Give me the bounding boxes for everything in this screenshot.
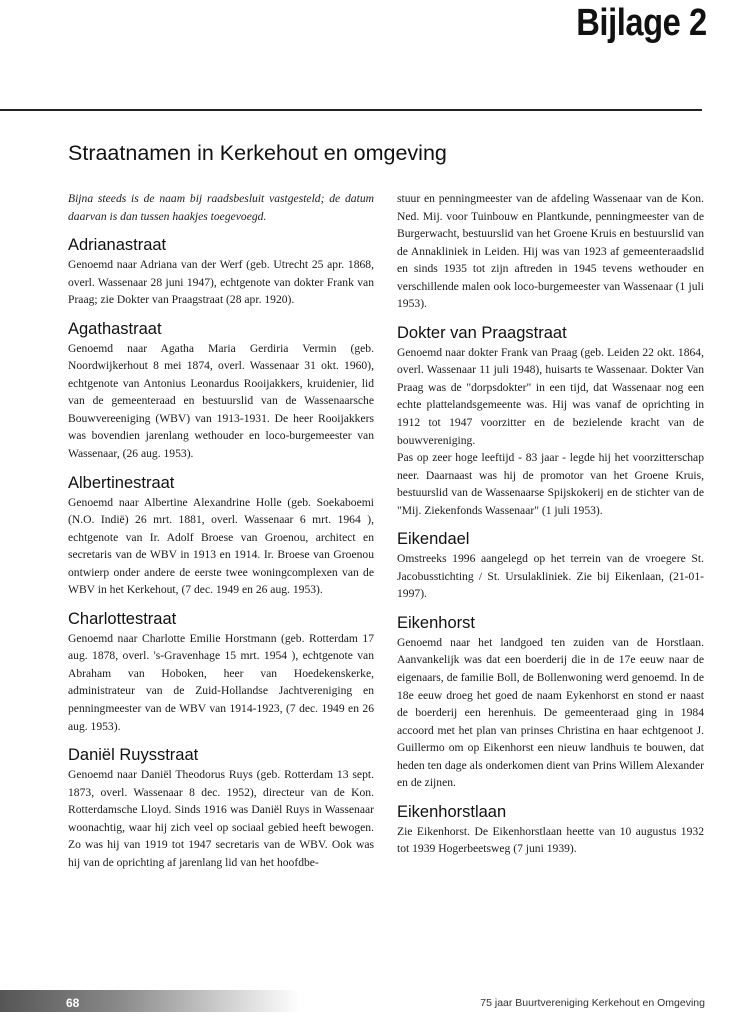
entry-title: Charlottestraat <box>68 609 177 628</box>
entry-paragraph: Genoemd naar Agatha Maria Gerdiria Vermin (geb. Noordwijkerhout 8 mei 1874, overl. Wassenaar 31 okt. 1960), echtgenote van Antonius Leonardus Rooijakkers, kruidenier, lid van de gemeenteraad en bestuurslid van de Wassenaarsche Bouwvereeniging (WBV) van 1913-1931. De heer Rooijakkers was bovendien jarenlang wethouder en loco-burgemeester van Wassenaar, (26 aug. 1953). <box>68 341 374 461</box>
footer-bar <box>0 990 300 1012</box>
entry-paragraph: Genoemd naar dokter Frank van Praag (geb. Leiden 22 okt. 1864, overl. Wassenaar 11 juli 1948), huisarts te Wassenaar. Dokter Van Praag was de "dorpsdokter" in een tijd, dat Wassenaar nog een echte plattelandsgemeente was. Hij was vanaf de oprichting in 1912 tot 1947 voorzitter en de bezielende kracht van de bouwvereniging. <box>397 345 704 447</box>
entry-eikendael <box>397 529 704 603</box>
intro-text: Bijna steeds is de naam bij raadsbesluit vastgesteld; de datum daarvan is dan tussen haakjes toegevoegd. <box>68 192 374 223</box>
entry-title: Albertinestraat <box>68 473 175 492</box>
entry-paragraph: Genoemd naar het landgoed ten zuiden van de Horstlaan. Aanvankelijk was dat een boerderij die in de 17e eeuw naar de eigenaars, de familie Boll, de Bollenwoning werd genoemd. In de 18e eeuw droeg het goed de naam Eykenhorst en stond er naast de boerderij een herenhuis. De gemeenteraad ging in 1984 accoord met het plan van prinses Christina en haar echtgenoot J. Guillermo om op Eikenhorst een nieuw landhuis te bouwen, dat heden ten dage als onderkomen dient van Prins Willem Alexander en de zijnen. <box>397 635 704 790</box>
entry-daniel-ruysstraat <box>68 745 374 871</box>
header-rule <box>0 109 702 111</box>
entry-paragraph: Genoemd naar Adriana van der Werf (geb. Utrecht 25 apr. 1868, overl. Wassenaar 28 juni 1947), echtgenote van dokter Frank van Praag; zie Dokter van Praagstraat (28 apr. 1920). <box>68 258 374 307</box>
entry-body <box>68 766 374 871</box>
right-column <box>397 190 704 858</box>
entry-body <box>397 823 704 858</box>
entry-body <box>68 340 374 463</box>
entry-paragraph: Genoemd naar Albertine Alexandrine Holle (geb. Soekaboemi (N.O. Indië) 26 mrt. 1881, overl. Wassenaar 6 mrt. 1964 ), echtgenote van Ir. Adolf Broese van Groenou, architect en secretaris van de WBV in 1913 en 1914. Ir. Broese van Groenou ontwierp onder andere de eerste twee woningcomplexen van de WBV in het Kerkehout, (7 dec. 1949 en 26 aug. 1953). <box>68 495 374 597</box>
entry-title: Daniël Ruysstraat <box>68 746 199 765</box>
entry-body <box>397 344 704 519</box>
entry-paragraph: Genoemd naar Charlotte Emilie Horstmann (geb. Rotterdam 17 aug. 1878, overl. 's-Gravenhage 15 mrt. 1954 ), echtgenote van Abraham van Hoboken, heer van Hoedekenskerke, administrateur van de Zuid-Hollandse Jachtvereniging en penningmeester van de WBV van 1914-1923, (7 dec. 1949 en 26 aug. 1953). <box>68 631 374 733</box>
entry-title: Eikenhorst <box>397 613 475 632</box>
entry-title: Agathastraat <box>68 319 162 338</box>
entry-title: Eikendael <box>397 530 470 549</box>
entry-body <box>68 494 374 599</box>
entry-body <box>68 630 374 735</box>
entry-agathastraat <box>68 319 374 463</box>
entry-paragraph: Pas op zeer hoge leeftijd - 83 jaar - legde hij het voorzitterschap neer. Daarnaast was hij de promotor van het Groene Kruis, bestuurslid van de Wassenaarse Spijskokerij en de stichter van de "Mij. Ziekenfonds Wassenaar" (1 juli 1953). <box>397 451 704 517</box>
entry-dokter-van-praagstraat <box>397 323 704 519</box>
entry-body <box>68 256 374 309</box>
entry-charlottestraat <box>68 609 374 735</box>
entry-title: Adrianastraat <box>68 236 167 255</box>
continuation-text <box>397 190 704 313</box>
left-column <box>68 190 374 871</box>
entry-eikenhorst <box>397 613 704 792</box>
appendix-label: Bijlage 2 <box>576 2 707 44</box>
entry-paragraph: Omstreeks 1996 aangelegd op het terrein van de vroegere St. Jacobusstichting / St. Ursulakliniek. Zie bij Eikenlaan, (21-01-1997). <box>397 552 704 601</box>
page-title: Straatnamen in Kerkehout en omgeving <box>68 141 447 165</box>
entry-albertinestraat <box>68 473 374 599</box>
entry-eikenhorstlaan <box>397 802 704 858</box>
entry-adrianastraat <box>68 235 374 309</box>
page-number: 68 <box>66 996 80 1010</box>
entry-title: Eikenhorstlaan <box>397 802 507 821</box>
entry-paragraph: stuur en penningmeester van de afdeling Wassenaar van de Kon. Ned. Mij. voor Tuinbouw en Plantkunde, penningmeester van de Burgerwacht, bestuurslid van het Groene Kruis en bestuurslid van de Annakliniek in Leiden. Hij was van 1923 af gemeenteraadslid en sinds 1935 tot zijn aftreden in 1945 tevens wethouder en verschillende malen ook loco-burgemeester van Wassenaar (1 juli 1953). <box>397 192 704 311</box>
entry-body <box>397 634 704 792</box>
entry-body <box>397 550 704 603</box>
entry-paragraph: Zie Eikenhorst. De Eikenhorstlaan heette van 10 augustus 1932 tot 1939 Hogerbeetsweg (7 juni 1939). <box>397 824 704 856</box>
entry-paragraph: Genoemd naar Daniël Theodorus Ruys (geb. Rotterdam 13 sept. 1873, overl. Wassenaar 8 dec. 1952), directeur van de Kon. Rotterdamsche Lloyd. Sinds 1916 was Daniël Ruys in Wassenaar woonachtig, waar hij zich veel op sociaal gebied heeft bewogen. Zo was hij van 1919 tot 1947 secretaris van de WBV. Ook was hij van de oprichting af jarenlang lid van het hoofdbe- <box>68 768 374 869</box>
footer-text: 75 jaar Buurtvereniging Kerkehout en Omgeving <box>480 997 705 1009</box>
entry-title: Dokter van Praagstraat <box>397 323 567 342</box>
